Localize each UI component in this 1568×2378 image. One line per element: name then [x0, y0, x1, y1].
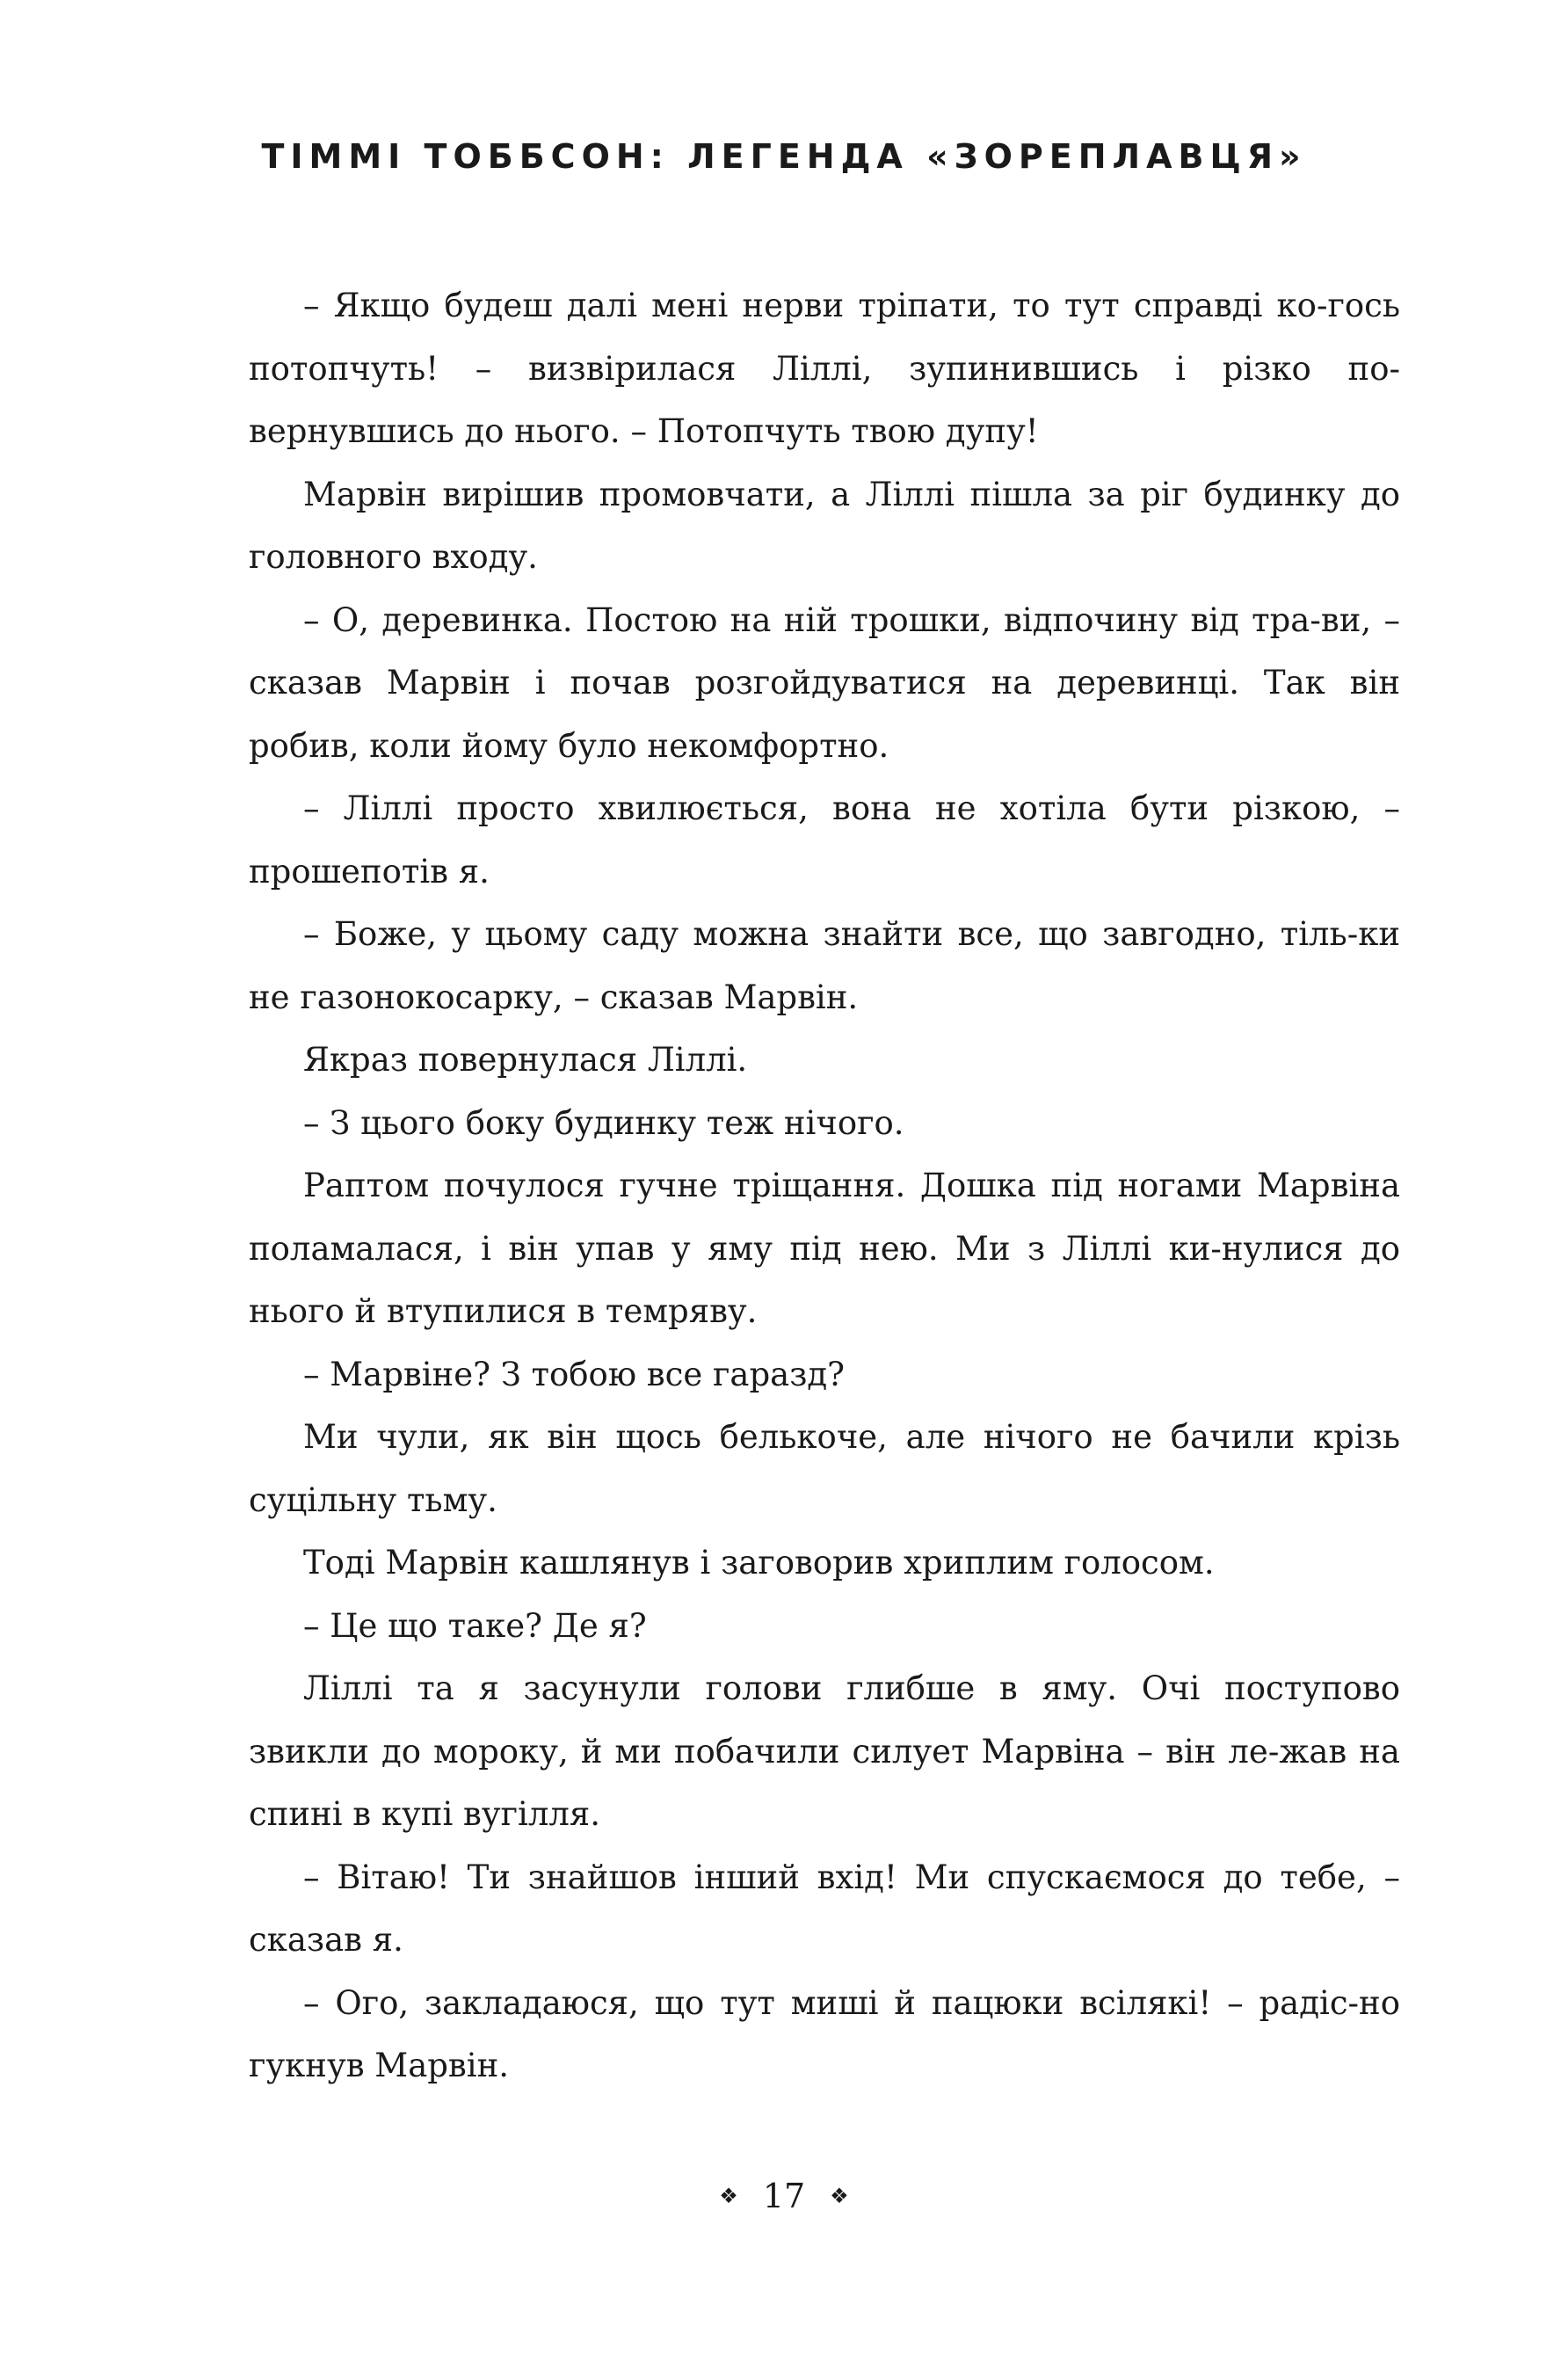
- paragraph: Тоді Марвін кашлянув і заговорив хриплим голосом.: [303, 1544, 1215, 1582]
- paragraph: Марвін вирішив промовчати, а Ліллі пішла за ріг будинку до головного входу.: [249, 475, 1400, 576]
- paragraph: – Ліллі просто хвилюється, вона не хотіла бути різкою, – прошепотів я.: [249, 789, 1400, 891]
- paragraph: – Марвіне? З тобою все гаразд?: [303, 1355, 845, 1393]
- paragraph: – Ого, закладаюся, що тут миші й пацюки всілякі! – радіс-но гукнув Марвін.: [249, 1983, 1400, 2084]
- page-footer: [0, 2177, 1568, 2215]
- paragraph: Якраз повернулася Ліллі.: [303, 1041, 748, 1079]
- page-number: 17: [762, 2177, 806, 2215]
- paragraph: – Це що таке? Де я?: [303, 1606, 647, 1645]
- ornament-left-icon: ❖: [719, 2184, 738, 2208]
- paragraph: – Боже, у цьому саду можна знайти все, що завгодно, тіль-ки не газонокосарку, – сказав Марвін.: [249, 915, 1400, 1016]
- paragraph: – Вітаю! Ти знайшов інший вхід! Ми спускаємося до тебе, – сказав я.: [249, 1858, 1400, 1959]
- running-head-title: ТІММІ ТОББСОН: ЛЕГЕНДА «ЗОРЕПЛАВЦЯ»: [261, 137, 1307, 176]
- ornament-right-icon: ❖: [830, 2184, 849, 2208]
- paragraph: – Якщо будеш далі мені нерви тріпати, то тут справді ко-гось потопчуть! – визвірилася Ліллі, зупинившись і різко по-вернувшись до нього. – Потопчуть твою дупу!: [249, 287, 1400, 450]
- paragraph: – О, деревинка. Постою на ній трошки, відпочину від тра-ви, – сказав Марвін і почав розгойдуватися на деревинці. Так він робив, коли йому було некомфортно.: [249, 600, 1400, 765]
- paragraph: Ми чули, як він щось белькоче, але нічого не бачили крізь суцільну тьму.: [249, 1418, 1400, 1519]
- paragraph: – З цього боку будинку теж нічого.: [303, 1103, 904, 1142]
- paragraph: Раптом почулося гучне тріщання. Дошка під ногами Марвіна поламалася, і він упав у яму під нею. Ми з Ліллі ки-нулися до нього й втупилися в темряву.: [249, 1167, 1400, 1330]
- body-text: [249, 274, 1400, 2098]
- paragraph: Ліллі та я засунули голови глибше в яму. Очі поступово звикли до мороку, й ми побачили силует Марвіна – він ле-жав на спині в купі вугілля.: [249, 1669, 1400, 1833]
